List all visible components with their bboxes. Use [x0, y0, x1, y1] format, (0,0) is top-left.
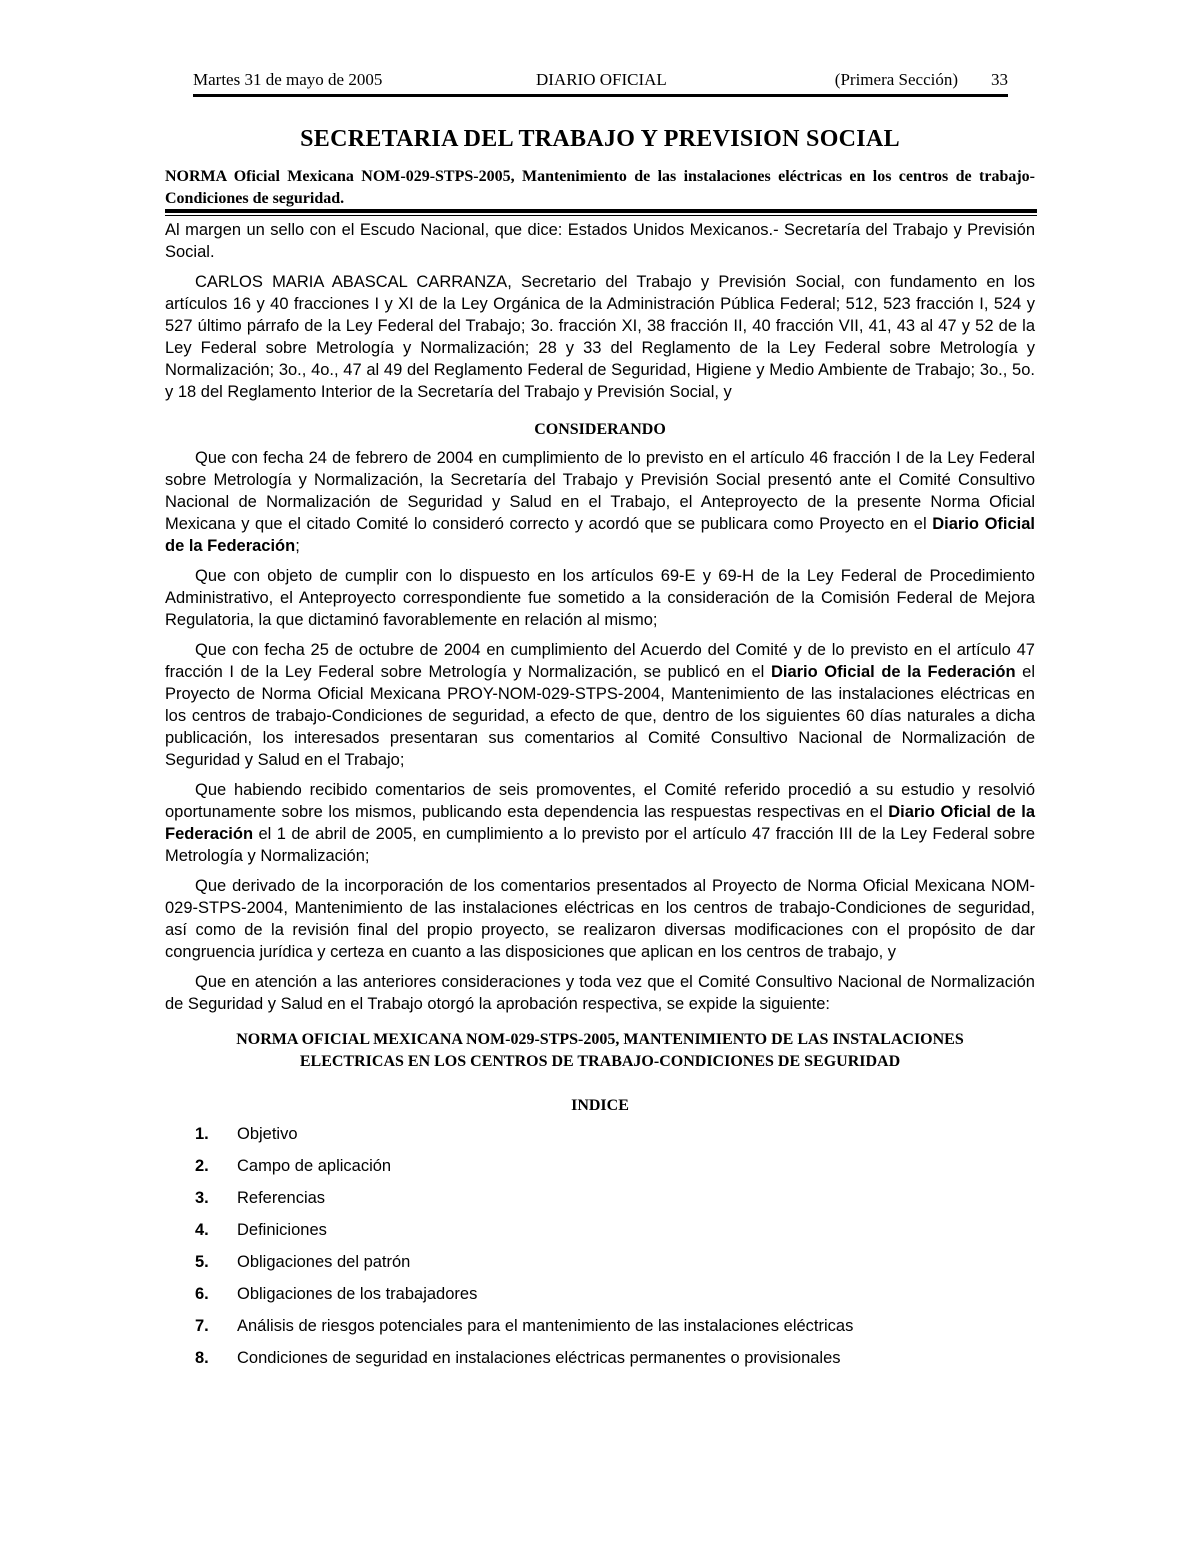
- considerando-paragraph-6: Que en atención a las anteriores consideraciones y toda vez que el Comité Consultivo Nacional de Normalización de Seguridad y Salud en el Trabajo otorgó la aprobación respectiva, se expide la siguiente:: [165, 973, 1035, 1013]
- title-rule-thin: [165, 215, 1037, 216]
- carlos-paragraph: CARLOS MARIA ABASCAL CARRANZA, Secretario del Trabajo y Previsión Social, con fundamento en los artículos 16 y 40 fracciones I y XI de la Ley Orgánica de la Administración Pública Federal; 512, 523 fracción I, 524 y 527 último párrafo de la Ley Federal del Trabajo; 3o. fracción XI, 38 fracción II, 40 fracción VII, 41, 43 al 47 y 52 de la Ley Federal sobre Metrología y Normalización; 28 y 33 del Reglamento de la Ley Federal sobre Metrología y Normalización; 3o., 4o., 47 al 49 del Reglamento Federal de Seguridad, Higiene y Medio Ambiente de Trabajo; 3o., 5o. y 18 del Reglamento Interior de la Secretaría del Trabajo y Previsión Social, y: [165, 273, 1035, 401]
- norma-heading-line-1: NORMA OFICIAL MEXICANA NOM-029-STPS-2005, MANTENIMIENTO DE LAS INSTALACIONES: [236, 1031, 964, 1048]
- norma-heading: [165, 1029, 1035, 1073]
- header-page-number: 33: [991, 70, 1008, 89]
- considerando-heading: CONSIDERANDO: [534, 421, 666, 438]
- index-list: [165, 1123, 1035, 1379]
- considerando-paragraph-2: Que con objeto de cumplir con lo dispuesto en los artículos 69-E y 69-H de la Ley Federal de Procedimiento Administrativo, el Anteproyecto correspondiente fue sometido a la consideración de la Comisión Federal de Mejora Regulatoria, la que dictaminó favorablemente en relación al mismo;: [165, 567, 1035, 629]
- header-section: (Primera Sección): [834, 70, 958, 89]
- index-item: 6. Obligaciones de los trabajadores: [195, 1285, 478, 1303]
- considerando-paragraph-5: Que derivado de la incorporación de los comentarios presentados al Proyecto de Norma Oficial Mexicana NOM-029-STPS-2004, Mantenimiento de las instalaciones eléctricas en los centros de trabajo-Condiciones de seguridad, así como de la revisión final del propio proyecto, se realizaron diversas modificaciones con el propósito de dar congruencia jurídica y certeza en cuanto a las disposiciones que aplican en los centros de trabajo, y: [165, 877, 1035, 961]
- considerando-paragraph-1: Que con fecha 24 de febrero de 2004 en cumplimiento de lo previsto en el artículo 46 fracción I de la Ley Federal sobre Metrología y Normalización, la Secretaría del Trabajo y Previsión Social presentó ante el Comité Consultivo Nacional de Normalización de Seguridad y Salud en el Trabajo, el Anteproyecto de la presente Norma Oficial Mexicana y que el citado Comité lo consideró correcto y acordó que se publicara como Proyecto en el Diario Oficial de la Federación;: [165, 449, 1036, 555]
- dof-reference: Diario Oficial de la Federación: [770, 663, 1016, 681]
- norma-title: NORMA Oficial Mexicana NOM-029-STPS-2005, Mantenimiento de las instalaciones eléctricas en los centros de trabajo-Condiciones de seguridad.: [165, 168, 1035, 207]
- norma-heading-line-2: ELECTRICAS EN LOS CENTROS DE TRABAJO-CONDICIONES DE SEGURIDAD: [299, 1053, 901, 1070]
- considerando-paragraph-4: Que habiendo recibido comentarios de seis promoventes, el Comité referido procedió a su estudio y resolvió oportunamente sobre los mismos, publicando esta dependencia las respuestas respectivas en el Diario Oficial de la Federación el 1 de abril de 2005, en cumplimiento a lo previsto por el artículo 47 fracción III de la Ley Federal sobre Metrología y Normalización;: [165, 781, 1036, 865]
- intro-paragraph: Al margen un sello con el Escudo Nacional, que dice: Estados Unidos Mexicanos.- Secretaría del Trabajo y Previsión Social.: [165, 221, 1035, 261]
- header-date: Martes 31 de mayo de 2005: [193, 70, 383, 89]
- title-rule-thick: [165, 209, 1037, 213]
- index-item: 3. Referencias: [195, 1189, 326, 1207]
- header-rule: [193, 94, 1008, 97]
- index-item: 2. Campo de aplicación: [195, 1157, 392, 1175]
- document-body: [165, 219, 1035, 1379]
- header-journal: DIARIO OFICIAL: [536, 70, 667, 89]
- index-item: 7. Análisis de riesgos potenciales para el mantenimiento de las instalaciones eléctricas: [195, 1317, 854, 1335]
- index-item: 8. Condiciones de seguridad en instalaciones eléctricas permanentes o provisionales: [195, 1349, 841, 1367]
- dof-reference: Diario Oficial de la Federación: [165, 515, 1036, 555]
- index-item: 4. Definiciones: [195, 1221, 327, 1239]
- dof-reference: Diario Oficial de la Federación: [165, 803, 1036, 843]
- considerando-paragraph-3: Que con fecha 25 de octubre de 2004 en cumplimiento del Acuerdo del Comité y de lo previsto en el artículo 47 fracción I de la Ley Federal sobre Metrología y Normalización, se publicó en el Diario Oficial de la Federación el Proyecto de Norma Oficial Mexicana PROY-NOM-029-STPS-2004, Mantenimiento de las instalaciones eléctricas en los centros de trabajo-Condiciones de seguridad, a efecto de que, dentro de los siguientes 60 días naturales a dicha publicación, los interesados presentaran sus comentarios al Comité Consultivo Nacional de Normalización de Seguridad y Salud en el Trabajo;: [165, 641, 1035, 769]
- secretaria-title: SECRETARIA DEL TRABAJO Y PREVISION SOCIAL: [300, 126, 900, 152]
- index-item: 5. Obligaciones del patrón: [195, 1253, 411, 1271]
- index-item: 1. Objetivo: [195, 1125, 298, 1143]
- index-heading: INDICE: [571, 1097, 629, 1114]
- running-header: [193, 70, 1008, 94]
